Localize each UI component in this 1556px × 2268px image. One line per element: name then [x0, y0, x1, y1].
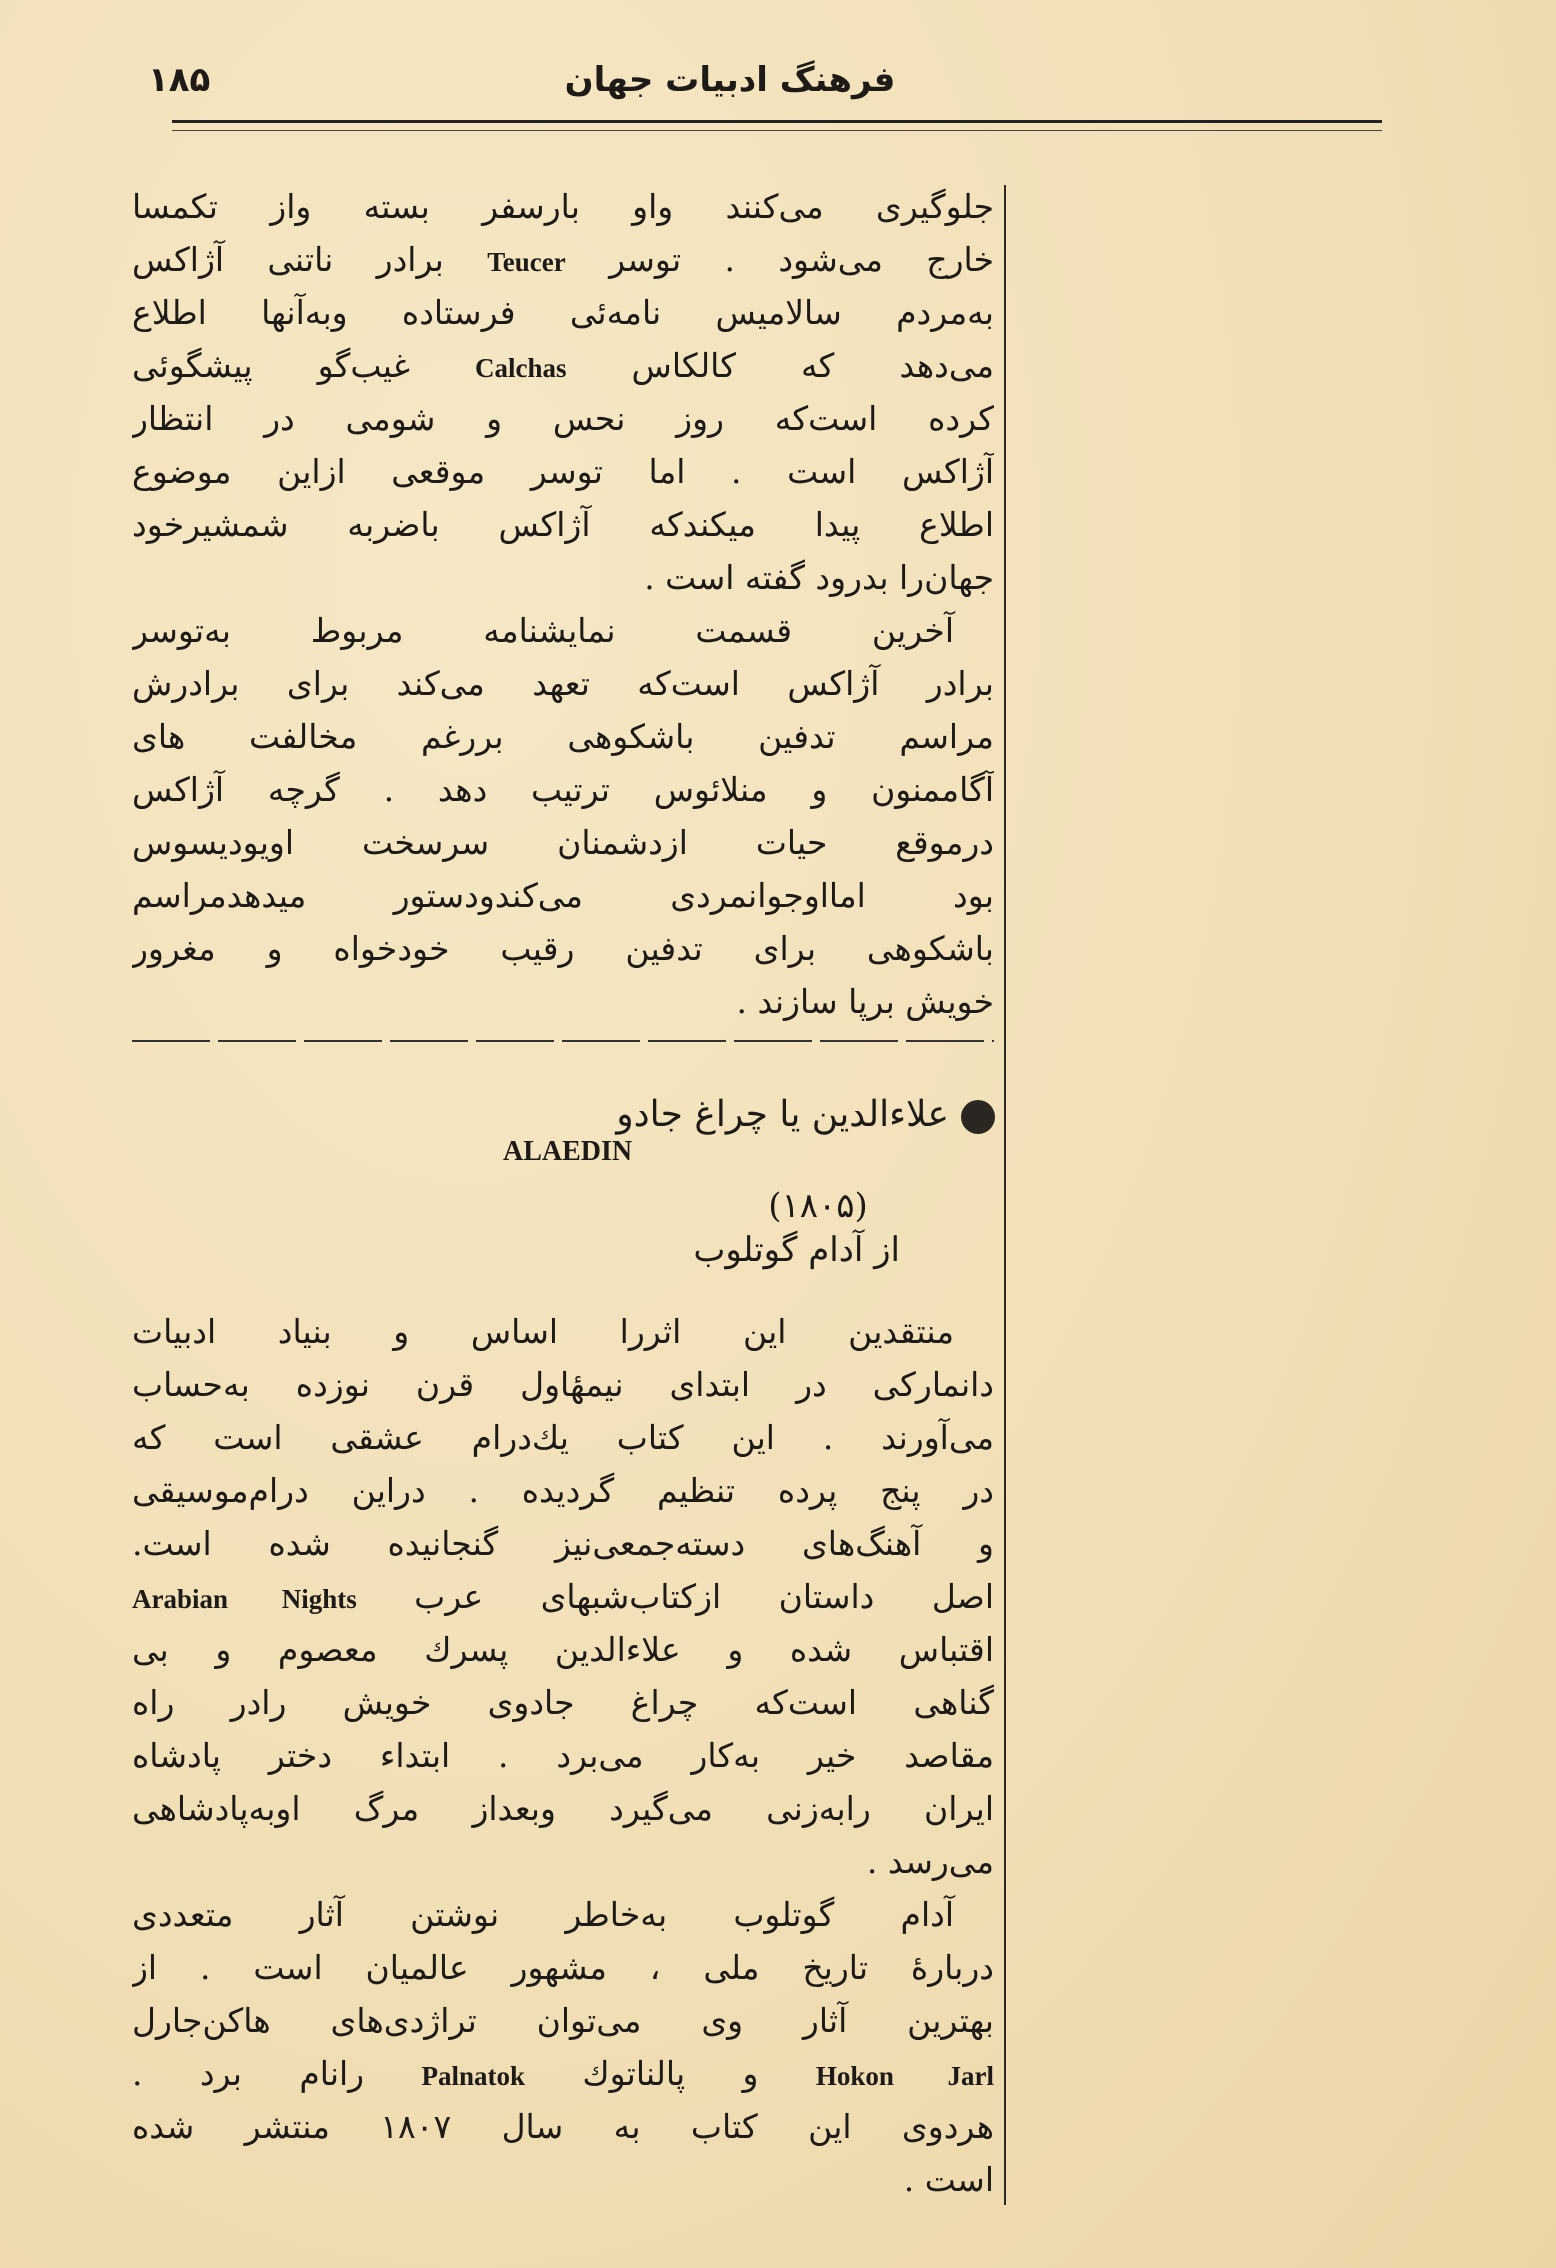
line-text: باشکوهی برای تدفین رقیب خودخواه و مغرور — [132, 929, 994, 968]
text-line — [132, 1676, 994, 1729]
line-text: آگاممنون و منلائوس ترتیب دهد . گرچه آژاکس — [132, 770, 994, 809]
line-text: برادر آژاکس است‌که تعهد می‌کند برای برادرش — [132, 664, 994, 703]
text-line — [132, 180, 994, 233]
line-text: آژاکس است . اما توسر موقعی ازاین موضوع — [132, 452, 994, 491]
text-line — [132, 1782, 994, 1835]
entry-title — [460, 1092, 995, 1138]
section-divider — [132, 1040, 994, 1042]
line-text: دربارهٔ تاریخ ملی ، مشهور عالمیان است . از — [132, 1948, 994, 1987]
entry-year: (۱۸۰۵) — [768, 1186, 868, 1226]
text-line — [132, 1729, 994, 1782]
line-text: و پالناتوك — [525, 2054, 816, 2093]
line-text: گناهی است‌که چراغ جادوی خویش رادر راه — [132, 1683, 994, 1722]
line-text: و آهنگ‌های دسته‌جمعی‌نیز گنجانیده شده است. — [132, 1524, 994, 1563]
text-line — [132, 1411, 994, 1464]
line-text: آدام گوتلوب به‌خاطر نوشتن آثار متعددی — [132, 1895, 954, 1934]
line-text: بود امااوجوانمردی می‌کندودستور میدهدمراسم — [132, 876, 994, 915]
line-text: خارج می‌شود . توسر — [565, 240, 994, 279]
line-text: می‌دهد که کالکاس — [566, 346, 994, 385]
line-text: کرده است‌که روز نحس و شومی در انتظار — [132, 399, 994, 438]
text-line — [132, 445, 994, 498]
line-text: می‌رسد . — [866, 1842, 994, 1881]
line-text: آخرین قسمت نمایشنامه مربوط به‌توسر — [132, 611, 954, 650]
text-line — [132, 604, 994, 657]
line-text: است . — [903, 2160, 994, 2199]
latin-term: Teucer — [487, 247, 566, 277]
line-text: هردوی این کتاب به سال ۱۸۰۷ منتشر شده — [132, 2107, 994, 2146]
line-text: به‌مردم سالامیس نامه‌ئی فرستاده وبه‌آنها اطلاع — [132, 293, 994, 332]
article-continuation — [132, 180, 994, 1028]
line-text: بهترین آثار وی می‌توان تراژدی‌های هاکن‌جارل — [132, 2001, 994, 2040]
latin-term: Hokon Jarl — [815, 2061, 994, 2091]
entry-heading — [460, 1092, 995, 1138]
paragraph — [132, 1888, 994, 2206]
text-line — [132, 339, 994, 392]
text-line — [132, 1623, 994, 1676]
text-line — [132, 1358, 994, 1411]
text-line — [132, 1464, 994, 1517]
line-text: رانام برد . — [132, 2054, 422, 2093]
entry-body — [132, 1305, 994, 2206]
entry-latin-title: ALAEDIN — [503, 1136, 633, 1167]
paragraph — [132, 604, 994, 1028]
latin-term: Palnatok — [421, 2061, 526, 2091]
paragraph — [132, 180, 994, 604]
entry-author: از آدام گوتلوب — [693, 1230, 900, 1270]
text-line — [132, 922, 994, 975]
text-line — [132, 1994, 994, 2047]
text-line — [132, 286, 994, 339]
text-line — [132, 1835, 994, 1888]
text-line — [132, 763, 994, 816]
entry-title-text: علاءالدین یا چراغ جادو — [616, 1094, 949, 1135]
running-header-title: فرهنگ ادبیات جهان — [564, 60, 896, 100]
text-line — [132, 975, 994, 1028]
line-text: درموقع حیات ازدشمنان سرسخت اویودیسوس — [132, 823, 994, 862]
column-margin-line — [1004, 185, 1006, 2205]
text-line — [132, 657, 994, 710]
text-line — [132, 2047, 994, 2100]
bullet-icon — [961, 1100, 995, 1134]
text-line — [132, 869, 994, 922]
header-rule — [172, 120, 1382, 123]
line-text: خویش برپا سازند . — [736, 982, 994, 1021]
line-text: منتقدین این اثررا اساس و بنیاد ادبیات — [132, 1312, 954, 1351]
latin-term: Calchas — [475, 353, 567, 383]
text-line — [132, 1888, 994, 1941]
text-line — [132, 233, 994, 286]
text-line — [132, 816, 994, 869]
line-text: اطلاع پیدا میکندکه آژاکس باضربه شمشیرخود — [132, 505, 994, 544]
line-text: مقاصد خیر به‌کار می‌برد . ابتداء دختر پادشاه — [132, 1736, 994, 1775]
text-line — [132, 1517, 994, 1570]
text-line — [132, 2100, 994, 2153]
paragraph — [132, 1305, 994, 1888]
text-line — [132, 392, 994, 445]
header-rule-thin — [172, 130, 1382, 131]
text-line — [132, 1570, 994, 1623]
line-text: مراسم تدفین باشکوهی بررغم مخالفت های — [132, 717, 994, 756]
line-text: می‌آورند . این کتاب یك‌درام عشقی است که — [132, 1418, 994, 1457]
page-number: ۱۸۵ — [148, 60, 211, 100]
line-text: دانمارکی در ابتدای نیمهٔاول قرن نوزده به‌حساب — [132, 1365, 994, 1404]
text-line — [132, 551, 994, 604]
text-line — [132, 498, 994, 551]
text-line — [132, 710, 994, 763]
line-text: اصل داستان ازکتاب‌شبهای عرب — [356, 1577, 994, 1616]
latin-term: Arabian Nights — [132, 1584, 357, 1614]
line-text: اقتباس شده و علاءالدین پسرك معصوم و بی — [132, 1630, 994, 1669]
line-text: ایران رابه‌زنی می‌گیرد وبعداز مرگ اوبه‌پادشاهی — [132, 1789, 994, 1828]
line-text: در پنج پرده تنظیم گردیده . دراین درام‌موسیقی — [132, 1471, 994, 1510]
line-text: غیب‌گو پیشگوئی — [132, 346, 475, 385]
line-text: برادر ناتنی آژاکس — [132, 240, 488, 279]
line-text: جلوگیری می‌کنند واو بارسفر بسته واز تکمسا — [132, 187, 994, 226]
text-line — [132, 1941, 994, 1994]
line-text: جهان‌را بدرود گفته است . — [644, 558, 994, 597]
text-line — [132, 2153, 994, 2206]
text-line — [132, 1305, 994, 1358]
